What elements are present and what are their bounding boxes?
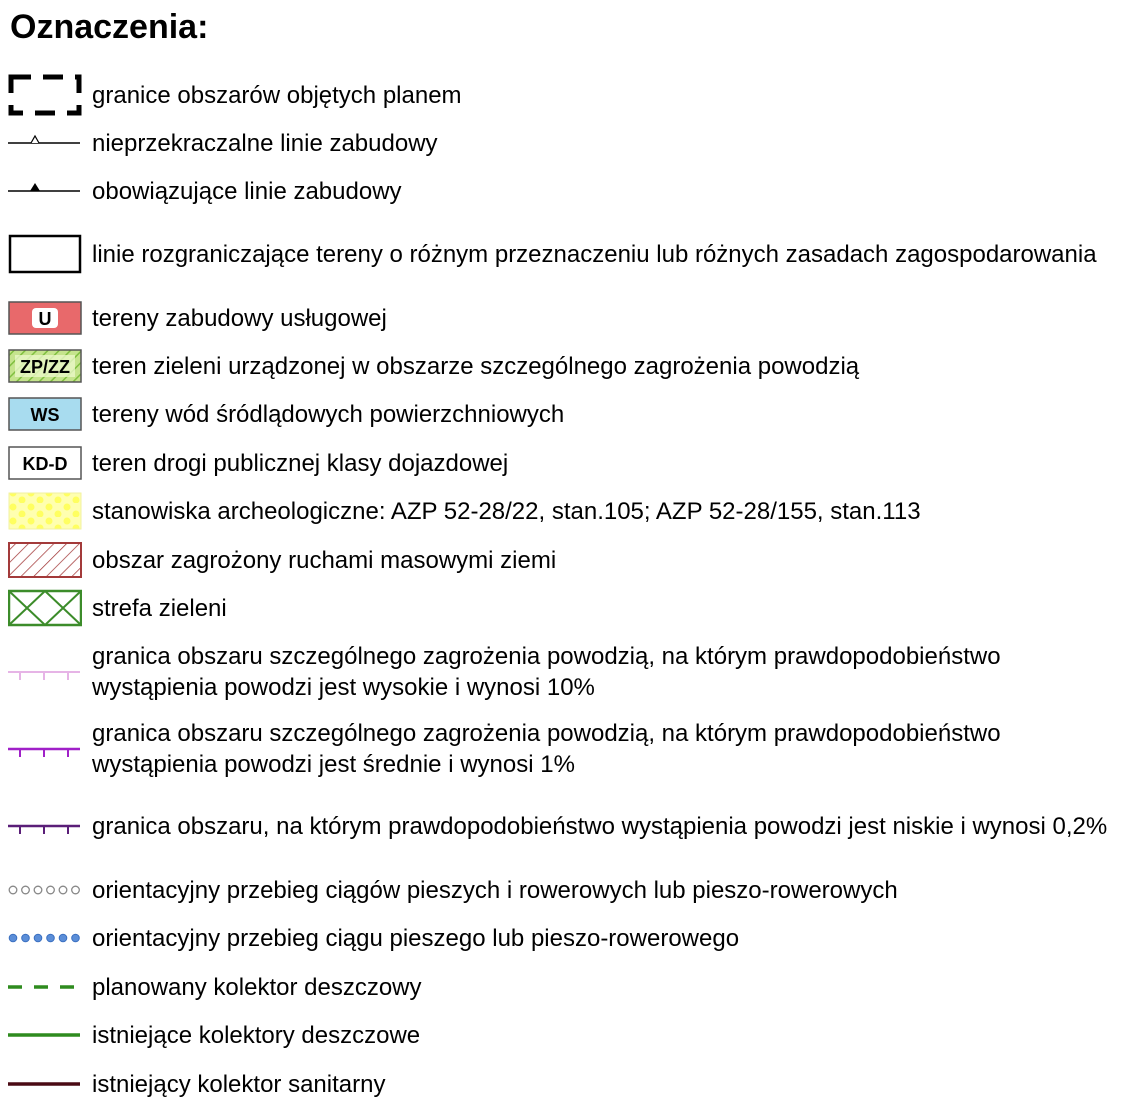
legend-item (0, 392, 1125, 436)
legend-item-label: linie rozgraniczające tereny o różnym przeznaczeniu lub różnych zasadach zagospodarowania (92, 240, 1097, 268)
white-zone-icon (8, 441, 82, 485)
legend-item (0, 804, 1125, 848)
legend-item (0, 169, 1125, 213)
legend-item-label: teren drogi publicznej klasy dojazdowej (92, 449, 509, 477)
light-pink-tick-line-icon (8, 650, 82, 694)
green-solid-line-icon (8, 1013, 82, 1057)
outline-rectangle-icon (8, 232, 82, 276)
magenta-tick-line-icon (8, 727, 82, 771)
legend-item (0, 73, 1125, 117)
legend-item (0, 868, 1125, 912)
yellow-dots-icon (8, 489, 82, 533)
legend-item-label: teren zieleni urządzonej w obszarze szczególnego zagrożenia powodzią (92, 352, 860, 380)
legend-item-label: granice obszarów objętych planem (92, 81, 462, 109)
blue-dots-line-icon (8, 916, 82, 960)
green-cross-hatch-icon (8, 586, 82, 630)
open-dots-line-icon (8, 868, 82, 912)
legend-item (0, 344, 1125, 388)
svg-text:ZP/ZZ: ZP/ZZ (20, 357, 70, 377)
legend-item-label: planowany kolektor deszczowy (92, 973, 422, 1001)
legend-title: Oznaczenia: (10, 8, 209, 46)
legend-item-label: orientacyjny przebieg ciągów pieszych i rowerowych lub pieszo-rowerowych (92, 876, 898, 904)
legend-item-label: stanowiska archeologiczne: AZP 52-28/22, stan.105; AZP 52-28/155, stan.113 (92, 497, 921, 525)
legend-item (0, 916, 1125, 960)
legend-item-label: nieprzekraczalne linie zabudowy (92, 129, 438, 157)
legend-item (0, 720, 1125, 778)
legend-item-label: granica obszaru szczególnego zagrożenia powodzią, na którym prawdopodobieństwo wystąpienia powodzi jest średnie i wynosi 1% (92, 720, 1001, 778)
legend-item-label: tereny zabudowy usługowej (92, 304, 387, 332)
legend-item (0, 538, 1125, 582)
filled-triangle-line-icon (8, 169, 82, 213)
legend-item (0, 232, 1125, 276)
legend-item-label: obowiązujące linie zabudowy (92, 177, 402, 205)
legend-item (0, 121, 1125, 165)
svg-text:WS: WS (30, 405, 60, 425)
dashed-boundary-icon (8, 73, 82, 117)
red-zone-icon (8, 296, 82, 340)
svg-text:KD-D: KD-D (22, 454, 68, 474)
red-diagonal-hatch-icon (8, 538, 82, 582)
legend-item-label: granica obszaru szczególnego zagrożenia powodzią, na którym prawdopodobieństwo wystąpienia powodzi jest wysokie i wynosi 10% (92, 643, 1001, 701)
green-dashed-line-icon (8, 965, 82, 1009)
legend-item (0, 1062, 1125, 1106)
legend-item (0, 296, 1125, 340)
legend-item (0, 1013, 1125, 1057)
legend-item-label: istniejące kolektory deszczowe (92, 1021, 421, 1049)
legend-item (0, 489, 1125, 533)
svg-text:U: U (38, 309, 52, 329)
legend-item-label: strefa zieleni (92, 594, 227, 622)
open-triangle-line-icon (8, 121, 82, 165)
blue-zone-icon (8, 392, 82, 436)
legend-item (0, 586, 1125, 630)
purple-tick-line-icon (8, 804, 82, 848)
green-hatched-zone-icon (8, 344, 82, 388)
legend-item-label: istniejący kolektor sanitarny (92, 1070, 386, 1098)
legend-item (0, 441, 1125, 485)
legend-item-label: tereny wód śródlądowych powierzchniowych (92, 400, 565, 428)
legend-item (0, 965, 1125, 1009)
legend-item-label: orientacyjny przebieg ciągu pieszego lub pieszo-rowerowego (92, 924, 740, 952)
legend-item-label: obszar zagrożony ruchami masowymi ziemi (92, 546, 557, 574)
legend-item (0, 643, 1125, 701)
dark-red-line-icon (8, 1062, 82, 1106)
legend-item-label: granica obszaru, na którym prawdopodobieństwo wystąpienia powodzi jest niskie i wynosi 0,2% (92, 812, 1108, 840)
